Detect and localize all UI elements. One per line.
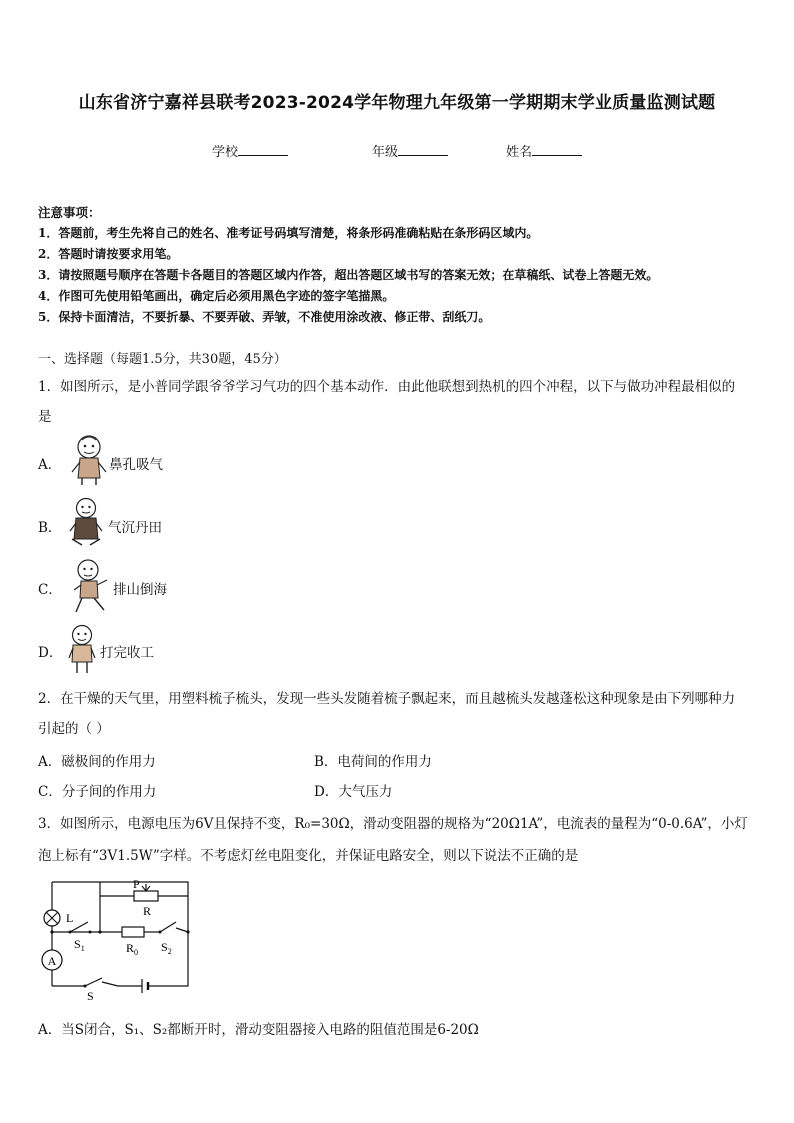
option-letter: B． [314,754,338,770]
lamp-icon [44,910,60,926]
school-blank [238,142,288,156]
option-letter: C． [38,784,62,800]
option-letter: A． [38,754,62,770]
grade-label: 年级 [372,145,399,160]
rheostat-label: R [143,904,152,918]
question-2-line: 2．在干燥的天气里，用塑料梳子梳头，发现一些头发随着梳子飘起来，而且越梳头发越蓬松这种现象是由下列哪种力 [38,691,736,707]
option-letter: B． [38,520,62,536]
option-letter: D． [314,784,339,800]
question-1-line: 1．如图所示，是小普同学跟爷爷学习气功的四个基本动作．由此他联想到热机的四个冲程，以下与做功冲程最相似的 [38,379,736,395]
option-letter: C． [38,582,62,598]
option-a [38,750,156,770]
note-item: 2．答题时请按要求用笔。 [38,247,179,261]
wire [154,932,188,986]
note-item: 5．保持卡面清洁，不要折暴、不要弄破、弄皱，不准使用涂改液、修正带、刮纸刀。 [38,310,491,324]
note-item: 4．作图可先使用铅笔画出，确定后必须用黑色字迹的签字笔描黑。 [38,289,395,303]
boy-figure-icon [70,434,108,486]
switch-s-icon [84,978,103,988]
grade-field [372,141,448,160]
option-text: 排山倒海 [113,582,167,598]
switch-s-label: S [87,989,94,1003]
battery-icon [142,979,154,993]
boy-figure-icon [72,558,108,614]
name-field [506,141,582,160]
wire [176,928,188,932]
name-label: 姓名 [506,145,533,160]
option-c [38,780,156,800]
resistor-label: $R_0$ [126,941,139,957]
note-item: 3．请按照题号顺序在答题卡各题目的答题区域内作答，超出答题区域书写的答案无效；在草稿纸、试卷上答题无效。 [38,268,659,282]
page-title: 山东省济宁嘉祥县联考2023-2024学年物理九年级第一学期期末学业质量监测试题 [78,93,716,113]
option-text: 电荷间的作用力 [337,754,432,770]
option-d [314,780,392,800]
option-letter: A． [38,457,62,473]
option-text: 分子间的作用力 [61,784,157,800]
switch-s2-label: $S_2$ [161,940,172,956]
question-3-line: 3．如图所示，电源电压为6V且保持不变，R₀=30Ω，滑动变阻器的规格为“20Ω1A”，电流表的量程为“0-0.6A”，小灯 [38,816,748,832]
name-blank [532,142,582,156]
school-label: 学校 [212,145,239,160]
school-field [212,141,288,160]
question-3-line: 泡上标有“3V1.5W”字样。不考虑灯丝电阻变化，并保证电路安全，则以下说法不正确的是 [38,848,579,864]
option-letter: D． [38,645,63,661]
switch-s1-label: $S_1$ [74,937,85,953]
lamp-label: L [66,911,74,925]
option-text: 磁极间的作用力 [61,754,156,770]
option-text: 大气压力 [338,784,393,800]
section-heading: 一、选择题（每题1.5分，共30题，45分） [38,352,287,367]
boy-figure-icon [68,497,104,547]
question-2-line: 引起的（ ） [38,721,110,737]
option-text: 鼻孔吸气 [109,457,163,473]
option-text: 气沉丹田 [108,520,162,536]
option-b [314,750,432,770]
wire [100,882,134,896]
question-3-option-a: A．当S闭合，S₁、S₂都断开时，滑动变阻器接入电路的阻值范围是6-20Ω [38,1022,479,1038]
wire [102,982,142,986]
switch-s2-icon [159,922,177,934]
ammeter-label: A [47,954,57,968]
note-item: 1．答题前，考生先将自己的姓名、准考证号码填写清楚，将条形码准确粘贴在条形码区域内。 [38,226,539,240]
boy-figure-icon [66,624,98,674]
grade-blank [398,142,448,156]
question-1-line: 是 [38,409,52,425]
rheostat-icon [134,891,158,901]
notes-heading: 注意事项： [38,205,101,220]
slider-label: P [133,877,140,891]
resistor-icon [122,927,144,937]
circuit-diagram [30,872,200,1004]
option-text: 打完收工 [100,645,154,661]
